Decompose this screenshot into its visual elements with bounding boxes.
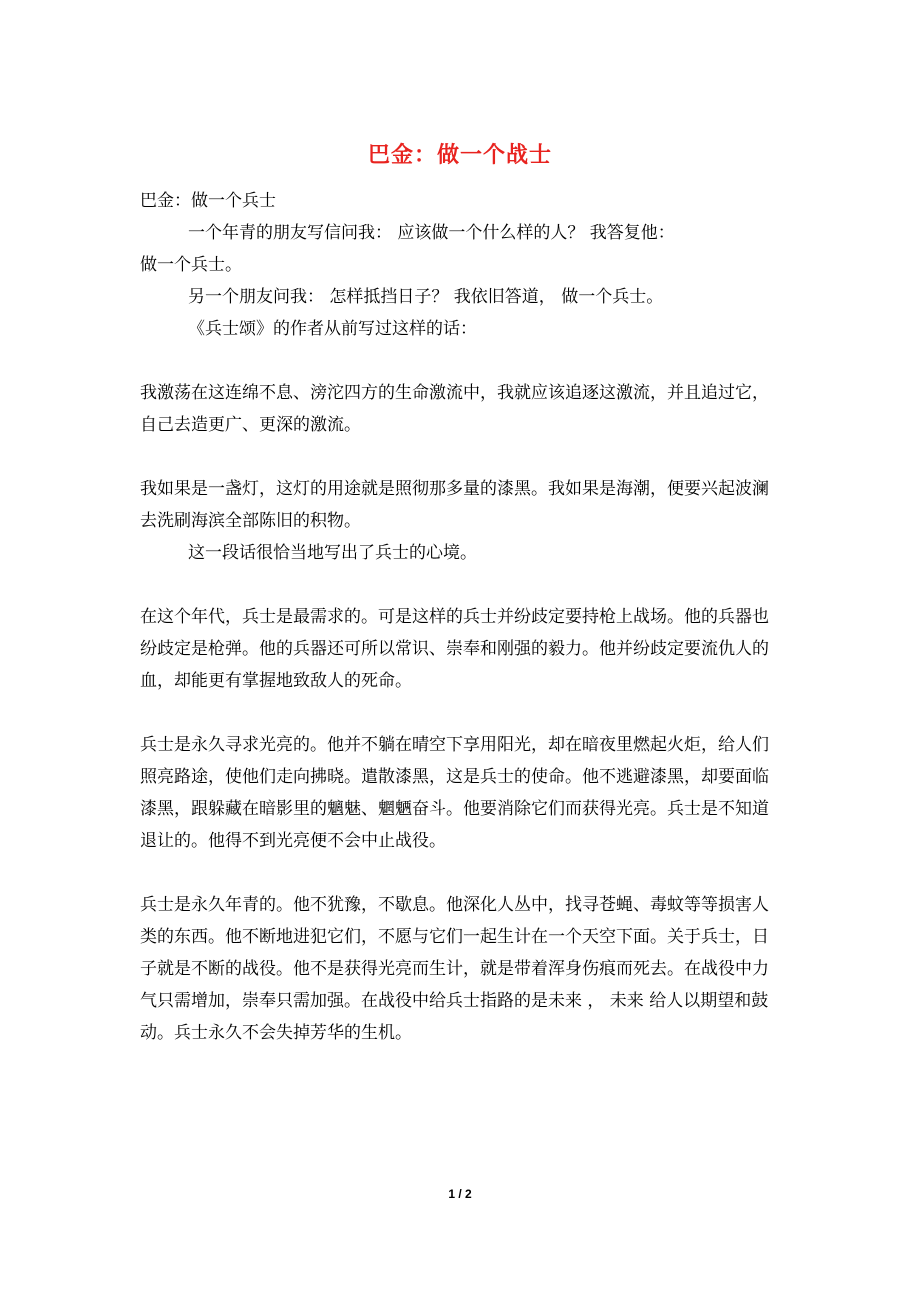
- paragraph: 在这个年代，兵士是最需求的。可是这样的兵士并纷歧定要持枪上战场。他的兵器也纷歧定是枪弹。他的兵器还可所以常识、崇奉和刚强的毅力。他并纷歧定要流仇人的血，却能更有掌握地致敌人的死命。: [140, 607, 769, 691]
- quote-paragraph: 我激荡在这连绵不息、滂沱四方的生命激流中，我就应该追逐这激流，并且追过它，自己去造更广、更深的激流。: [140, 383, 769, 435]
- page-number: 1 / 2: [448, 1187, 472, 1201]
- subtitle-line: 巴金：做一个兵士: [140, 191, 276, 211]
- paragraph: 另一个朋友问我： 怎样抵挡日子？ 我依旧答道， 做一个兵士。: [188, 287, 664, 307]
- quote-paragraph: 我如果是一盏灯，这灯的用途就是照彻那多量的漆黑。我如果是海潮，便要兴起波澜去洗刷海滨全部陈旧的积物。: [140, 479, 769, 531]
- paragraph: 做一个兵士。: [140, 255, 242, 275]
- document-title: 巴金：做一个战士: [367, 142, 552, 168]
- paragraph: 这一段话很恰当地写出了兵士的心境。: [188, 543, 477, 563]
- paragraph: 《兵士颂》的作者从前写过这样的话：: [188, 319, 477, 339]
- paragraph: 兵士是永久年青的。他不犹豫，不歇息。他深化人丛中，找寻苍蝇、毒蚊等等损害人类的东西。他不断地进犯它们，不愿与它们一起生计在一个天空下面。关于兵士，日子就是不断的战役。他不是获得光亮而生计，就是带着浑身伤痕而死去。在战役中力气只需增加，崇奉只需加强。在战役中给兵士指路的是未来 ， 未来 给人以期望和鼓动。兵士永久不会失掉芳华的生机。: [140, 895, 769, 1043]
- document-body: [140, 185, 780, 1049]
- paragraph: 一个年青的朋友写信问我： 应该做一个什么样的人？ 我答复他：: [188, 223, 675, 243]
- paragraph: 兵士是永久寻求光亮的。他并不躺在晴空下享用阳光，却在暗夜里燃起火炬，给人们照亮路途，使他们走向拂晓。遣散漆黑，这是兵士的使命。他不逃避漆黑，却要面临漆黑，跟躲藏在暗影里的魑魅、魍魉奋斗。他要消除它们而获得光亮。兵士是不知道退让的。他得不到光亮便不会中止战役。: [140, 735, 769, 851]
